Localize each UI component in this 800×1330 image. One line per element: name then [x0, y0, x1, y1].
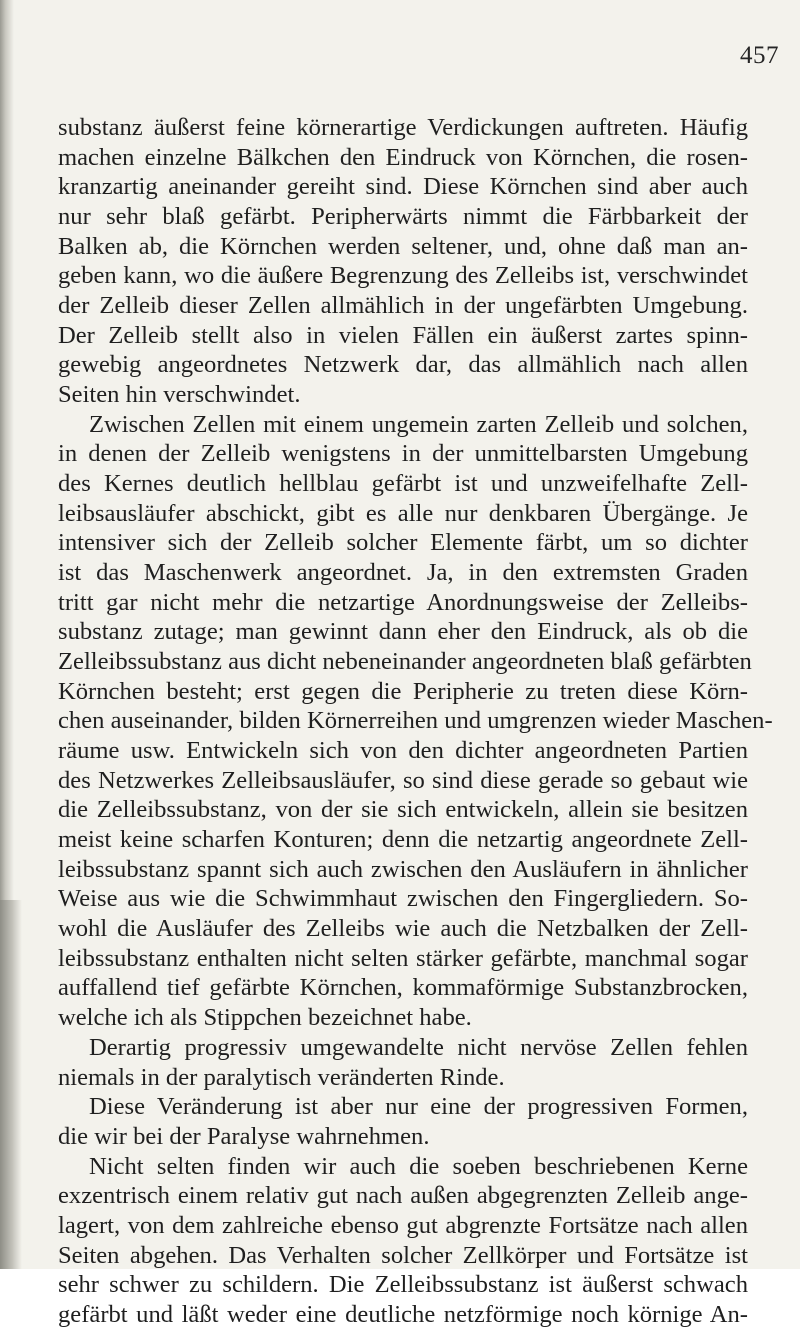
text-line: Seiten abgehen. Das Verhalten solcher Zellkörper und Fortsätze ist — [58, 1241, 748, 1269]
text-line: leibssubstanz enthalten nicht selten stärker gefärbte, manchmal sogar — [58, 944, 748, 972]
text-line: Der Zelleib stellt also in vielen Fällen ein äußerst zartes spinn- — [58, 321, 748, 349]
text-line: meist keine scharfen Konturen; denn die netzartig angeordnete Zell- — [58, 826, 748, 854]
text-line: Balken ab, die Körnchen werden seltener, und, ohne daß man an- — [58, 232, 748, 260]
text-line: Nicht selten finden wir auch die soeben beschriebenen Kerne — [89, 1152, 748, 1180]
text-line: welche ich als Stippchen bezeichnet habe. — [58, 1004, 472, 1032]
text-line: lagert, von dem zahlreiche ebenso gut abgrenzte Fortsätze nach allen — [58, 1211, 748, 1239]
text-line: nur sehr blaß gefärbt. Peripherwärts nimmt die Färbbarkeit der — [58, 203, 748, 231]
text-line: machen einzelne Bälkchen den Eindruck von Körnchen, die rosen- — [58, 143, 748, 171]
text-line: tritt gar nicht mehr die netzartige Anordnungsweise der Zelleibs- — [58, 588, 748, 616]
text-line: die Zelleibssubstanz, von der sie sich entwickeln, allein sie besitzen — [58, 796, 748, 824]
text-line: kranzartig aneinander gereiht sind. Diese Körnchen sind aber auch — [58, 173, 748, 201]
text-line: gewebig angeordnetes Netzwerk dar, das allmählich nach allen — [58, 351, 748, 379]
text-line: Zelleibssubstanz aus dicht nebeneinander angeordneten blaß gefärbten — [58, 648, 752, 676]
body-text — [58, 113, 773, 1330]
text-line: Zwischen Zellen mit einem ungemein zarten Zelleib und solchen, — [89, 410, 748, 438]
text-line: niemals in der paralytisch veränderten Rinde. — [58, 1063, 505, 1091]
text-line: ist das Maschenwerk angeordnet. Ja, in den extremsten Graden — [58, 559, 748, 587]
text-line: die wir bei der Paralyse wahrnehmen. — [58, 1122, 430, 1150]
text-line: Weise aus wie die Schwimmhaut zwischen den Fingergliedern. So- — [58, 885, 748, 913]
text-line: sehr schwer zu schildern. Die Zelleibssubstanz ist äußerst schwach — [58, 1271, 748, 1299]
text-line: auffallend tief gefärbte Körnchen, kommaförmige Substanzbrocken, — [58, 974, 748, 1002]
text-line: Körnchen besteht; erst gegen die Peripherie zu treten diese Körn- — [58, 677, 748, 705]
text-line: intensiver sich der Zelleib solcher Elemente färbt, um so dichter — [58, 529, 748, 557]
text-line: leibssubstanz spannt sich auch zwischen den Ausläufern in ähnlicher — [58, 855, 748, 883]
text-line: exzentrisch einem relativ gut nach außen abgegrenzten Zelleib ange- — [58, 1182, 748, 1210]
text-line: räume usw. Entwickeln sich von den dichter angeordneten Partien — [58, 737, 748, 765]
text-line: des Kernes deutlich hellblau gefärbt ist und unzweifelhafte Zell- — [58, 470, 748, 498]
text-line: leibsausläufer abschickt, gibt es alle nur denkbaren Übergänge. Je — [58, 499, 748, 527]
text-line: der Zelleib dieser Zellen allmählich in der ungefärbten Umgebung. — [58, 292, 748, 320]
text-line: gefärbt und läßt weder eine deutliche netzförmige noch körnige An- — [58, 1300, 748, 1328]
text-line: geben kann, wo die äußere Begrenzung des Zelleibs ist, verschwindet — [58, 262, 748, 290]
text-line: chen auseinander, bilden Körnerreihen und umgrenzen wieder Maschen- — [58, 707, 773, 735]
text-line: Seiten hin verschwindet. — [58, 381, 301, 409]
text-line: wohl die Ausläufer des Zelleibs wie auch die Netzbalken der Zell- — [58, 915, 748, 943]
text-line: substanz zutage; man gewinnt dann eher den Eindruck, als ob die — [58, 618, 748, 646]
text-line: Diese Veränderung ist aber nur eine der progressiven Formen, — [89, 1093, 748, 1121]
text-line: substanz äußerst feine körnerartige Verdickungen auftreten. Häufig — [58, 114, 748, 141]
text-line: des Netzwerkes Zelleibsausläufer, so sind diese gerade so gebaut wie — [58, 766, 748, 794]
text-line: in denen der Zelleib wenigstens in der unmittelbarsten Umgebung — [58, 440, 748, 468]
text-line: Derartig progressiv umgewandelte nicht nervöse Zellen fehlen — [89, 1033, 748, 1061]
binding-shadow-lower — [0, 900, 22, 1269]
page-number: 457 — [740, 42, 779, 69]
